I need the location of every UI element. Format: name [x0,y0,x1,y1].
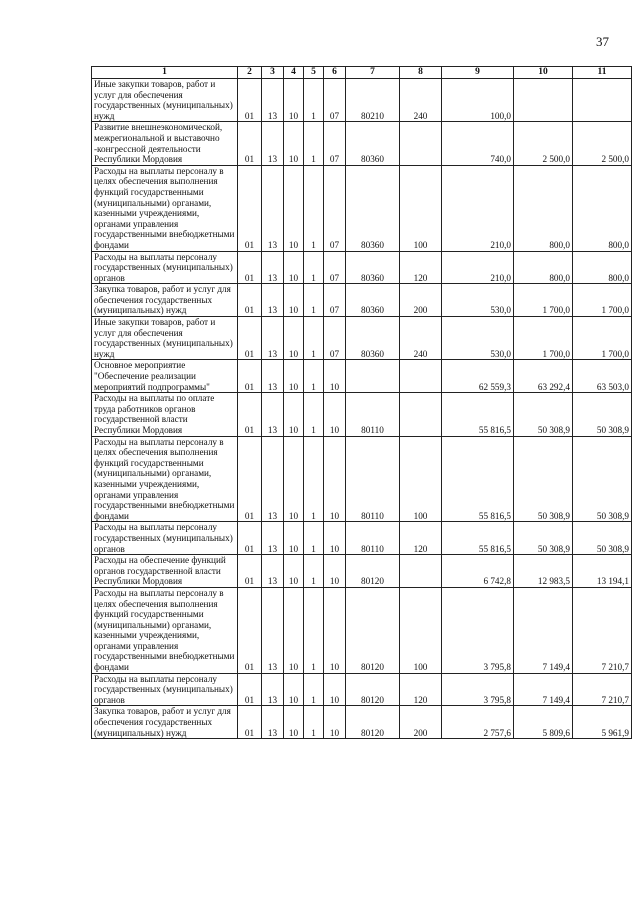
cell-col-5: 1 [304,122,324,165]
row-description: Закупка товаров, работ и услуг для обеспечения государственных (муниципальных) нужд [92,284,238,317]
table-row [92,673,632,706]
column-header: 1 [92,67,238,79]
table-row [92,165,632,251]
cell-col-2: 01 [238,360,262,393]
cell-col-3: 13 [262,555,284,588]
cell-col-4: 10 [284,706,304,739]
cell-amount-col-10 [514,79,573,122]
row-description: Расходы на выплаты персоналу государственных (муниципальных) органов [92,522,238,555]
cell-amount-col-9: 210,0 [442,165,514,251]
cell-col-2: 01 [238,165,262,251]
cell-col-6: 10 [324,706,346,739]
cell-col-4: 10 [284,284,304,317]
table-row [92,555,632,588]
table-row [92,284,632,317]
row-description: Иные закупки товаров, работ и услуг для обеспечения государственных (муниципальных) нужд [92,317,238,360]
cell-col-5: 1 [304,284,324,317]
column-header: 9 [442,67,514,79]
cell-col-7: 80360 [346,122,400,165]
table-header-row [92,67,632,79]
cell-amount-col-9: 530,0 [442,317,514,360]
cell-amount-col-10: 50 308,9 [514,393,573,436]
cell-col-2: 01 [238,251,262,284]
cell-col-8: 100 [400,165,442,251]
table-row [92,706,632,739]
cell-amount-col-11: 2 500,0 [573,122,632,165]
cell-col-6: 07 [324,317,346,360]
cell-col-8: 100 [400,436,442,522]
cell-col-2: 01 [238,555,262,588]
row-description: Основное мероприятие "Обеспечение реализации мероприятий подпрограммы" [92,360,238,393]
cell-col-2: 01 [238,587,262,673]
cell-amount-col-10: 800,0 [514,251,573,284]
column-header: 6 [324,67,346,79]
cell-col-5: 1 [304,317,324,360]
cell-amount-col-10: 7 149,4 [514,587,573,673]
cell-col-4: 10 [284,587,304,673]
cell-amount-col-11: 1 700,0 [573,317,632,360]
row-description: Закупка товаров, работ и услуг для обеспечения государственных (муниципальных) нужд [92,706,238,739]
cell-amount-col-10: 5 809,6 [514,706,573,739]
cell-col-5: 1 [304,673,324,706]
cell-col-3: 13 [262,522,284,555]
cell-col-7: 80360 [346,284,400,317]
cell-col-8 [400,555,442,588]
cell-amount-col-11 [573,79,632,122]
cell-amount-col-9: 62 559,3 [442,360,514,393]
column-header: 10 [514,67,573,79]
cell-col-7 [346,360,400,393]
cell-col-2: 01 [238,673,262,706]
cell-amount-col-10: 50 308,9 [514,436,573,522]
cell-col-6: 10 [324,673,346,706]
cell-col-4: 10 [284,436,304,522]
cell-col-4: 10 [284,79,304,122]
cell-col-3: 13 [262,165,284,251]
cell-amount-col-10: 1 700,0 [514,284,573,317]
cell-col-7: 80110 [346,436,400,522]
cell-amount-col-9: 2 757,6 [442,706,514,739]
cell-col-4: 10 [284,122,304,165]
cell-amount-col-10: 63 292,4 [514,360,573,393]
column-header: 4 [284,67,304,79]
cell-amount-col-9: 100,0 [442,79,514,122]
cell-amount-col-11: 800,0 [573,165,632,251]
table-row [92,522,632,555]
cell-col-8: 200 [400,284,442,317]
page-number: 37 [596,34,609,49]
cell-col-6: 07 [324,122,346,165]
table-row [92,79,632,122]
cell-amount-col-11: 13 194,1 [573,555,632,588]
cell-amount-col-9: 55 816,5 [442,522,514,555]
cell-amount-col-11: 63 503,0 [573,360,632,393]
cell-col-2: 01 [238,393,262,436]
cell-col-7: 80360 [346,165,400,251]
cell-col-4: 10 [284,555,304,588]
cell-col-3: 13 [262,436,284,522]
cell-col-5: 1 [304,587,324,673]
cell-col-8: 120 [400,251,442,284]
cell-col-8 [400,122,442,165]
cell-col-6: 10 [324,555,346,588]
column-header: 7 [346,67,400,79]
cell-amount-col-9: 3 795,8 [442,587,514,673]
cell-col-8: 200 [400,706,442,739]
cell-col-4: 10 [284,522,304,555]
cell-col-3: 13 [262,284,284,317]
cell-col-7: 80360 [346,317,400,360]
cell-col-5: 1 [304,360,324,393]
cell-col-4: 10 [284,251,304,284]
cell-amount-col-10: 800,0 [514,165,573,251]
row-description: Расходы на выплаты персоналу государственных (муниципальных) органов [92,251,238,284]
cell-col-2: 01 [238,522,262,555]
table-row [92,436,632,522]
cell-amount-col-9: 6 742,8 [442,555,514,588]
cell-col-3: 13 [262,317,284,360]
cell-amount-col-9: 3 795,8 [442,673,514,706]
cell-col-8: 100 [400,587,442,673]
cell-col-7: 80110 [346,522,400,555]
row-description: Расходы на выплаты по оплате труда работников органов государственной власти Республики Мордовия [92,393,238,436]
budget-table [91,66,632,739]
cell-col-7: 80360 [346,251,400,284]
cell-col-4: 10 [284,673,304,706]
table-row [92,393,632,436]
cell-col-3: 13 [262,251,284,284]
cell-col-5: 1 [304,522,324,555]
table-row [92,360,632,393]
cell-col-8 [400,393,442,436]
row-description: Расходы на выплаты персоналу в целях обеспечения выполнения функций государственными (муниципальными) органами, казенными учреждениями, органами управления государственными внебюджетными фондами [92,165,238,251]
cell-col-2: 01 [238,436,262,522]
cell-col-3: 13 [262,79,284,122]
cell-col-5: 1 [304,706,324,739]
cell-amount-col-9: 55 816,5 [442,436,514,522]
row-description: Расходы на обеспечение функций органов государственной власти Республики Мордовия [92,555,238,588]
cell-col-5: 1 [304,251,324,284]
cell-col-6: 10 [324,436,346,522]
cell-amount-col-11: 1 700,0 [573,284,632,317]
cell-col-6: 07 [324,251,346,284]
row-description: Расходы на выплаты персоналу в целях обеспечения выполнения функций государственными (муниципальными) органами, казенными учреждениями, органами управления государственными внебюджетными фондами [92,587,238,673]
cell-col-6: 07 [324,284,346,317]
cell-col-5: 1 [304,165,324,251]
cell-col-7: 80120 [346,706,400,739]
row-description: Расходы на выплаты персоналу в целях обеспечения выполнения функций государственными (муниципальными) органами, казенными учреждениями, органами управления государственными внебюджетными фондами [92,436,238,522]
row-description: Развитие внешнеэкономической, межрегиональной и выставочно -конгрессной деятельности Республики Мордовия [92,122,238,165]
cell-col-5: 1 [304,555,324,588]
cell-col-5: 1 [304,436,324,522]
cell-col-6: 07 [324,79,346,122]
cell-col-6: 10 [324,587,346,673]
table-row [92,317,632,360]
cell-col-3: 13 [262,122,284,165]
cell-amount-col-11: 5 961,9 [573,706,632,739]
cell-col-4: 10 [284,360,304,393]
cell-col-3: 13 [262,673,284,706]
cell-col-2: 01 [238,79,262,122]
column-header: 8 [400,67,442,79]
cell-col-4: 10 [284,393,304,436]
cell-col-8: 120 [400,673,442,706]
cell-col-4: 10 [284,317,304,360]
cell-col-5: 1 [304,79,324,122]
cell-amount-col-11: 50 308,9 [573,522,632,555]
cell-amount-col-10: 7 149,4 [514,673,573,706]
cell-col-3: 13 [262,393,284,436]
cell-amount-col-9: 530,0 [442,284,514,317]
cell-amount-col-11: 50 308,9 [573,393,632,436]
column-header: 11 [573,67,632,79]
cell-col-3: 13 [262,360,284,393]
cell-amount-col-9: 55 816,5 [442,393,514,436]
table-row [92,587,632,673]
cell-col-6: 07 [324,165,346,251]
cell-col-8: 240 [400,79,442,122]
cell-amount-col-9: 740,0 [442,122,514,165]
cell-col-6: 10 [324,522,346,555]
cell-col-2: 01 [238,706,262,739]
cell-col-7: 80120 [346,673,400,706]
cell-col-8 [400,360,442,393]
row-description: Иные закупки товаров, работ и услуг для обеспечения государственных (муниципальных) нужд [92,79,238,122]
cell-col-5: 1 [304,393,324,436]
cell-col-8: 240 [400,317,442,360]
cell-amount-col-10: 1 700,0 [514,317,573,360]
cell-col-2: 01 [238,122,262,165]
cell-amount-col-11: 7 210,7 [573,673,632,706]
cell-col-7: 80210 [346,79,400,122]
table-row [92,251,632,284]
table-row [92,122,632,165]
column-header: 2 [238,67,262,79]
cell-col-7: 80120 [346,587,400,673]
cell-col-3: 13 [262,706,284,739]
cell-col-2: 01 [238,317,262,360]
cell-amount-col-10: 12 983,5 [514,555,573,588]
column-header: 5 [304,67,324,79]
cell-col-2: 01 [238,284,262,317]
cell-amount-col-10: 2 500,0 [514,122,573,165]
column-header: 3 [262,67,284,79]
cell-amount-col-10: 50 308,9 [514,522,573,555]
cell-col-6: 10 [324,393,346,436]
cell-col-8: 120 [400,522,442,555]
cell-col-7: 80110 [346,393,400,436]
cell-col-6: 10 [324,360,346,393]
cell-amount-col-11: 800,0 [573,251,632,284]
cell-col-4: 10 [284,165,304,251]
cell-amount-col-11: 50 308,9 [573,436,632,522]
cell-amount-col-11: 7 210,7 [573,587,632,673]
row-description: Расходы на выплаты персоналу государственных (муниципальных) органов [92,673,238,706]
cell-col-3: 13 [262,587,284,673]
cell-col-7: 80120 [346,555,400,588]
cell-amount-col-9: 210,0 [442,251,514,284]
